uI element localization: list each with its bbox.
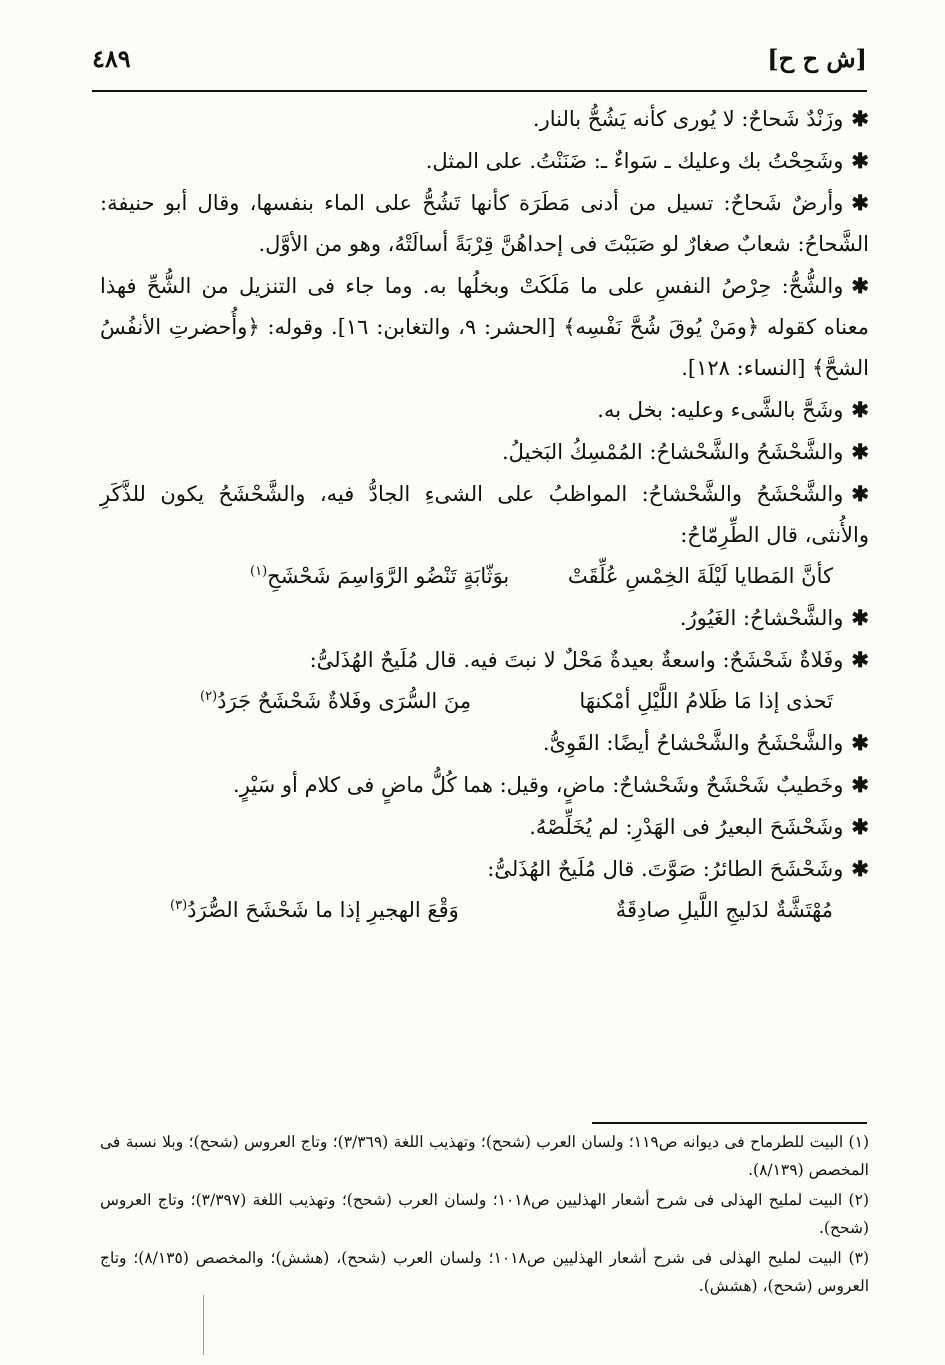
asterisk-icon: ✱ — [851, 814, 869, 839]
entry: ✱وشَحْشَحَ الطائرُ: صَوَّتَ. قال مُلَيحٌ الهُذَلىُّ: — [487, 856, 869, 881]
page-header — [92, 40, 867, 80]
asterisk-icon: ✱ — [851, 148, 869, 173]
asterisk-icon: ✱ — [851, 273, 869, 298]
verse-first-hemistich: تَحذى إذا مَا ظَلامُ اللَّيْلِ أمْكنهَا — [579, 689, 833, 713]
verse-second-hemistich: وَقْعَ الهجيرِ إذا ما شَحْشَحَ الصُّرَدُ$^{(٣)}$ — [170, 898, 459, 922]
entry: ✱وأرضٌ شَحاحٌ: تسيل من أدنى مَطَرَة كأنها تَشُحُّ على الماء بنفسها، وقال أبو حنيفة: الشَّحاحُ: شعابٌ صغارٌ لو صَبَبْتَ فى إحداهُنَّ قِرْبَةً أسالَتْهُ، وهو من الأوَّل. — [100, 190, 869, 256]
footnotes — [100, 1128, 869, 1302]
asterisk-icon: ✱ — [851, 772, 869, 797]
footnote-ref: (٣) — [170, 898, 188, 913]
footnote-ref: (١) — [250, 564, 268, 579]
asterisk-icon: ✱ — [851, 439, 869, 464]
entry: ✱والشَّحْشَحُ والشَّحْشاحُ أيضًا: القَوِىُّ. — [542, 730, 869, 755]
entry: ✱وخَطيبٌ شَحْشَحٌ وشَحْشاحٌ: ماضٍ، وقيل: هما كُلُّ ماضٍ فى كلام أو سَيْرٍ. — [233, 772, 869, 797]
entry: ✱والشَّحْشَحُ والشَّحْشاحُ: المُمْسِكُ البَخيلُ. — [501, 439, 869, 464]
verse-first-hemistich: كأنَّ المَطايا لَيْلَةَ الخِمْسِ عُلِّقَتْ — [567, 564, 833, 588]
entry: ✱وزَنْدٌ شَحاحٌ: لا يُورى كأنه يَشُحُّ بالنار. — [532, 106, 869, 131]
main-text — [100, 98, 869, 931]
asterisk-icon: ✱ — [851, 605, 869, 630]
verse-3 — [170, 890, 833, 931]
footnote: (٣) البيت لمليح الهذلى فى شرح أشعار الهذليين ص١٠١٨؛ ولسان العرب (شحح)، (هشش)؛ والمخصص (٨/١٣٥)؛ وتاج العروس (شحح)، (هشش). — [100, 1249, 869, 1295]
verse-second-hemistich: مِنَ السُّرَى وفَلاةٌ شَحْشَحٌ جَرَدُ$^{(٢)}$ — [200, 689, 472, 713]
verse-1 — [250, 556, 833, 597]
entry: ✱وشَحْشَحَ البعيرُ فى الهَدْرِ: لم يُخَلِّصْهُ. — [529, 814, 869, 839]
footnote: (١) البيت للطرماح فى ديوانه ص١١٩؛ ولسان العرب (شحح)؛ وتهذيب اللغة (٣/٣٦٩)؛ وتاج العروس (شحح)؛ وبلا نسبة فى المخصص (٨/١٣٩). — [100, 1133, 869, 1179]
verse-second-hemistich: بوَثّابَةٍ تَنْضُو الرَّوَاسِمَ شَحْشَحِ$^{(١)}$ — [250, 564, 510, 588]
asterisk-icon: ✱ — [851, 647, 869, 672]
asterisk-icon: ✱ — [851, 397, 869, 422]
entry: ✱والشَّحْشَحُ والشَّحْشاحُ: المواظبُ على الشىءِ الجادُّ فيه، والشَّحْشَحُ يكون للذَّكَرِ والأُنثى، قال الطِّرِمّاحُ: — [100, 481, 869, 547]
scan-edge-line — [203, 1295, 204, 1355]
page-number: ٤٨٩ — [92, 44, 131, 73]
verse-first-hemistich: مُهْتَشَّةٌ لدَليجِ اللَّيلِ صادِقَةٌ — [615, 898, 833, 922]
entry: ✱وشَحَّ بالشَّىء وعليه: بخل به. — [597, 397, 869, 422]
footnote-ref: (٢) — [200, 689, 218, 704]
entry: ✱والشَّحْشاحُ: الغَيُورُ. — [679, 605, 869, 630]
entry: ✱والشُّحُّ: حِرْصُ النفسِ على ما مَلَكَتْ وبخلُها به. وما جاء فى التنزيل من الشُّحِّ فهذا معناه كقوله ﴿ومَنْ يُوقَ شُحَّ نَفْسِه﴾ [الحشر: ٩، والتغابن: ١٦]. وقوله: ﴿وأُحضرتِ الأنفُسُ الشحَّ﴾ [النساء: ١٢٨]. — [100, 273, 869, 380]
footnote-rule — [592, 1122, 867, 1124]
asterisk-icon: ✱ — [851, 106, 869, 131]
verse-2 — [200, 681, 833, 722]
root-letters: [ش ح ح] — [767, 44, 867, 73]
asterisk-icon: ✱ — [851, 190, 869, 215]
footnote: (٢) البيت لمليح الهذلى فى شرح أشعار الهذليين ص١٠١٨؛ ولسان العرب (شحح)؛ وتهذيب اللغة (٣/٣٩٧)؛ وتاج العروس (شحح). — [100, 1191, 869, 1237]
asterisk-icon: ✱ — [851, 730, 869, 755]
asterisk-icon: ✱ — [851, 481, 869, 506]
entry: ✱وفَلاةٌ شَحْشَحٌ: واسعةٌ بعيدةٌ مَحْلٌ لا نبتَ فيه. قال مُلَيحٌ الهُذَلىُّ: — [309, 647, 869, 672]
entry: ✱وشَحِحْتُ بك وعليك ـ سَواءٌ ـ: ضَنَنْتُ. على المثل. — [425, 148, 869, 173]
asterisk-icon: ✱ — [851, 856, 869, 881]
header-rule — [92, 90, 867, 92]
